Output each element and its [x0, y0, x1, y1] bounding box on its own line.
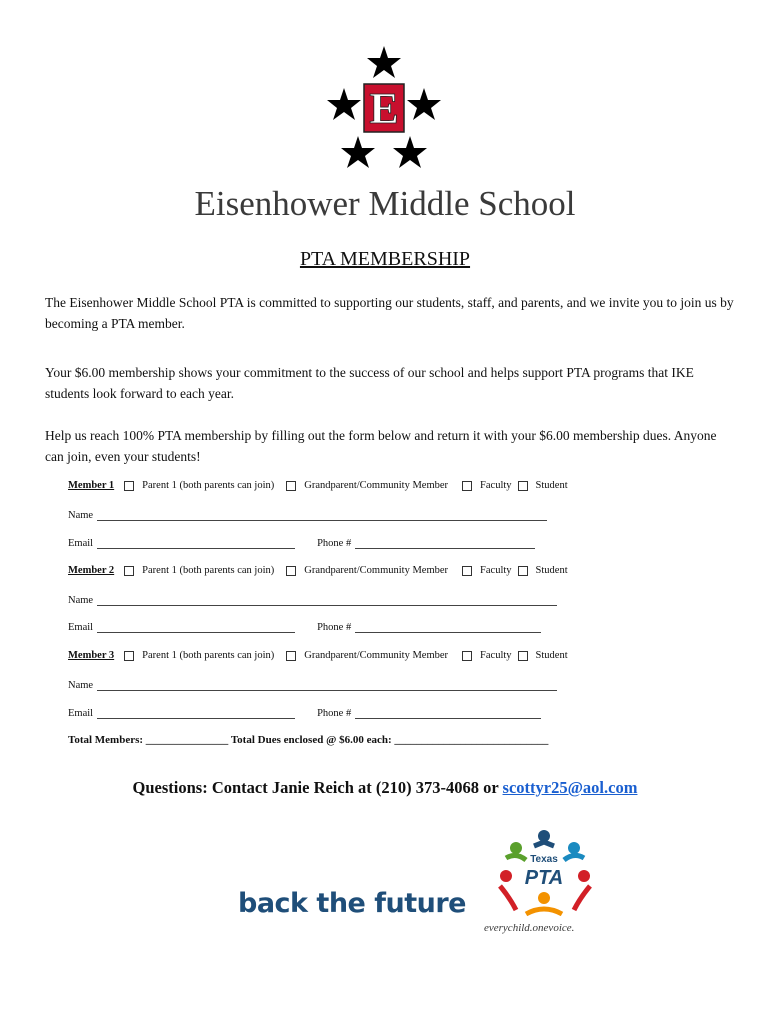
parent-option-label: Parent 1 (both parents can join): [142, 565, 275, 576]
contact-text: Questions: Contact Janie Reich at (210) 373-4068 or: [132, 778, 503, 797]
faculty-checkbox[interactable]: [462, 566, 472, 576]
member-3-name-field[interactable]: [97, 679, 557, 691]
member-2-contact-row: [68, 621, 541, 633]
faculty-checkbox[interactable]: [462, 651, 472, 661]
parent-checkbox[interactable]: [124, 566, 134, 576]
school-name: Eisenhower Middle School: [194, 184, 576, 223]
star-icon: [367, 46, 401, 78]
grandparent-checkbox[interactable]: [286, 651, 296, 661]
name-label: Name: [68, 679, 94, 691]
member-1-type-row: [68, 480, 568, 491]
member-3-label: Member 3: [68, 650, 115, 661]
grandparent-option-label: Grandparent/Community Member: [304, 565, 449, 576]
svg-text:Texas: Texas: [530, 854, 558, 865]
contact-email-link[interactable]: scottyr25@aol.com: [502, 778, 638, 797]
contact-line: [0, 778, 770, 798]
member-2-email-field[interactable]: [97, 621, 295, 633]
member-3-contact-row: [68, 707, 541, 719]
email-label: Email: [68, 537, 94, 549]
grandparent-checkbox[interactable]: [286, 566, 296, 576]
email-label: Email: [68, 707, 94, 719]
grandparent-option-label: Grandparent/Community Member: [304, 480, 449, 491]
star-icon: [327, 88, 361, 120]
star-icon: [393, 136, 427, 168]
member-3-name-row: [68, 679, 557, 691]
faculty-option-label: Faculty: [480, 480, 512, 491]
member-2-phone-field[interactable]: [355, 621, 541, 633]
texas-pta-tagline: everychild.onevoice.: [484, 922, 575, 934]
member-1-phone-field[interactable]: [355, 537, 535, 549]
phone-label: Phone #: [317, 537, 352, 549]
faculty-checkbox[interactable]: [462, 481, 472, 491]
name-label: Name: [68, 594, 94, 606]
student-option-label: Student: [535, 650, 568, 661]
name-label: Name: [68, 509, 94, 521]
member-1-contact-row: [68, 537, 535, 549]
parent-checkbox[interactable]: [124, 651, 134, 661]
star-icon: [407, 88, 441, 120]
star-icon: [341, 136, 375, 168]
member-2-name-row: [68, 594, 557, 606]
email-label: Email: [68, 621, 94, 633]
faculty-option-label: Faculty: [480, 650, 512, 661]
member-3-type-row: [68, 650, 568, 661]
phone-label: Phone #: [317, 707, 352, 719]
member-2-name-field[interactable]: [97, 594, 557, 606]
student-checkbox[interactable]: [518, 481, 528, 491]
member-2-type-row: [68, 565, 568, 576]
grandparent-option-label: Grandparent/Community Member: [304, 650, 449, 661]
member-1-email-field[interactable]: [97, 537, 295, 549]
member-3-phone-field[interactable]: [355, 707, 541, 719]
intro-paragraph-2: Your $6.00 membership shows your commitment to the success of our school and helps support PTA programs that IKE students look forward to each year.: [45, 365, 694, 401]
texas-pta-logo-text: PTA: [524, 867, 564, 889]
school-star-logo: [318, 44, 448, 169]
faculty-option-label: Faculty: [480, 565, 512, 576]
member-3-email-field[interactable]: [97, 707, 295, 719]
member-1-label: Member 1: [68, 480, 115, 491]
back-the-future-slogan: back the future: [238, 888, 466, 919]
student-option-label: Student: [535, 565, 568, 576]
student-option-label: Student: [535, 480, 568, 491]
student-checkbox[interactable]: [518, 651, 528, 661]
member-2-label: Member 2: [68, 565, 115, 576]
form-title: PTA MEMBERSHIP: [299, 248, 471, 270]
intro-paragraph-1: The Eisenhower Middle School PTA is committed to supporting our students, staff, and parents, and we invite you to join us by becoming a PTA member.: [45, 295, 734, 331]
phone-label: Phone #: [317, 621, 352, 633]
totals-line: Total Members: _______________ Total Dues enclosed @ $6.00 each: ____________________________: [68, 734, 549, 746]
parent-option-label: Parent 1 (both parents can join): [142, 650, 275, 661]
student-checkbox[interactable]: [518, 566, 528, 576]
parent-checkbox[interactable]: [124, 481, 134, 491]
member-1-name-row: [68, 509, 547, 521]
parent-option-label: Parent 1 (both parents can join): [142, 480, 275, 491]
intro-paragraph-3: Help us reach 100% PTA membership by filling out the form below and return it with your $6.00 membership dues. Anyone can join, even your students!: [45, 428, 717, 464]
grandparent-checkbox[interactable]: [286, 481, 296, 491]
logo-letter: E: [369, 84, 399, 133]
member-1-name-field[interactable]: [97, 509, 547, 521]
